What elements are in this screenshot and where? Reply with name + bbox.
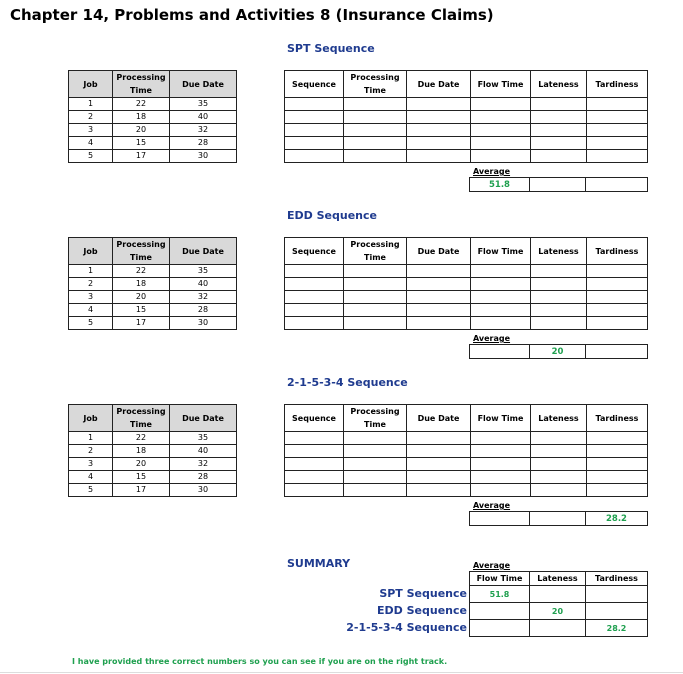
input-cell[interactable] [471, 304, 531, 317]
summary-cell[interactable]: 20 [530, 603, 586, 620]
input-cell[interactable] [407, 458, 471, 471]
header-due-date: Due Date [407, 238, 471, 265]
header-processing-time: Processing Time [113, 71, 170, 98]
input-cell[interactable] [285, 137, 344, 150]
input-cell[interactable] [285, 317, 344, 330]
header-due-date: Due Date [170, 71, 237, 98]
job-cell: 2 [69, 445, 113, 458]
hint-note: I have provided three correct numbers so you can see if you are on the right track. [72, 657, 448, 666]
header-flow-time: Flow Time [471, 71, 531, 98]
header-lateness: Lateness [531, 71, 587, 98]
input-cell[interactable] [471, 432, 531, 445]
input-cell[interactable] [587, 150, 648, 163]
input-cell[interactable] [407, 291, 471, 304]
input-cell[interactable] [587, 458, 648, 471]
due-date-cell: 30 [170, 150, 237, 163]
table-row [285, 111, 648, 124]
due-date-cell: 30 [170, 317, 237, 330]
job-cell: 4 [69, 471, 113, 484]
input-cell[interactable] [531, 471, 587, 484]
input-cell[interactable] [587, 445, 648, 458]
table-row [285, 484, 648, 497]
average-label: Average [473, 167, 511, 176]
table-row [69, 484, 237, 497]
input-cell[interactable] [531, 484, 587, 497]
processing-time-cell: 17 [113, 150, 170, 163]
input-cell[interactable] [285, 304, 344, 317]
input-cell[interactable] [344, 111, 407, 124]
processing-time-cell: 17 [113, 484, 170, 497]
input-cell[interactable] [587, 98, 648, 111]
processing-time-cell: 20 [113, 124, 170, 137]
section-title-custom: 2-1-5-3-4 Sequence [287, 376, 408, 389]
input-cell[interactable] [407, 317, 471, 330]
sequence-table-edd [284, 237, 648, 330]
header-processing-time: Processing Time [113, 405, 170, 432]
input-cell[interactable] [531, 98, 587, 111]
input-cell[interactable] [344, 278, 407, 291]
average-label: Average [473, 334, 511, 343]
input-cell[interactable] [285, 150, 344, 163]
input-cell[interactable] [531, 304, 587, 317]
header-processing-time: Processing Time [113, 238, 170, 265]
summary-cell[interactable] [530, 586, 586, 603]
input-cell[interactable] [344, 484, 407, 497]
input-cell[interactable] [587, 111, 648, 124]
summary-header-lateness: Lateness [530, 572, 586, 586]
input-cell[interactable] [344, 124, 407, 137]
due-date-cell: 40 [170, 278, 237, 291]
input-cell[interactable] [344, 458, 407, 471]
sequence-table-custom [284, 404, 648, 497]
summary-row [470, 603, 648, 620]
processing-time-cell: 18 [113, 445, 170, 458]
section-title-spt: SPT Sequence [287, 42, 375, 55]
summary-cell[interactable] [586, 603, 648, 620]
header-job: Job [69, 71, 113, 98]
job-cell: 3 [69, 291, 113, 304]
header-tardiness: Tardiness [587, 71, 648, 98]
job-cell: 1 [69, 98, 113, 111]
input-cell[interactable] [531, 291, 587, 304]
header-tardiness: Tardiness [587, 238, 648, 265]
input-cell[interactable] [531, 265, 587, 278]
due-date-cell: 28 [170, 304, 237, 317]
processing-time-cell: 20 [113, 458, 170, 471]
summary-cell[interactable] [530, 620, 586, 637]
header-job: Job [69, 238, 113, 265]
input-cell[interactable] [285, 484, 344, 497]
summary-header-flow: Flow Time [470, 572, 530, 586]
processing-time-cell: 22 [113, 432, 170, 445]
input-cell[interactable] [587, 265, 648, 278]
input-cell[interactable] [471, 291, 531, 304]
input-cell[interactable] [344, 304, 407, 317]
table-row [285, 124, 648, 137]
header-flow-time: Flow Time [471, 238, 531, 265]
input-cell[interactable] [344, 150, 407, 163]
input-cell[interactable] [407, 124, 471, 137]
average-label: Average [473, 501, 511, 510]
table-row [69, 124, 237, 137]
table-row [285, 150, 648, 163]
table-row [69, 265, 237, 278]
summary-cell[interactable] [470, 620, 530, 637]
input-cell[interactable] [471, 111, 531, 124]
table-row [285, 317, 648, 330]
input-cell[interactable] [285, 432, 344, 445]
input-cell[interactable] [407, 98, 471, 111]
header-processing-time: Processing Time [344, 238, 407, 265]
due-date-cell: 28 [170, 137, 237, 150]
input-cell[interactable] [471, 484, 531, 497]
input-cell[interactable] [407, 150, 471, 163]
input-cell[interactable] [531, 432, 587, 445]
header-job: Job [69, 405, 113, 432]
table-row [69, 432, 237, 445]
summary-average-label: Average [473, 561, 511, 570]
input-cell[interactable] [344, 137, 407, 150]
processing-time-cell: 15 [113, 471, 170, 484]
job-cell: 2 [69, 278, 113, 291]
summary-table [469, 571, 648, 637]
avg-lateness-cell[interactable] [530, 512, 586, 526]
input-cell[interactable] [344, 317, 407, 330]
processing-time-cell: 22 [113, 98, 170, 111]
input-cell[interactable] [471, 458, 531, 471]
processing-time-cell: 22 [113, 265, 170, 278]
input-cell[interactable] [285, 278, 344, 291]
input-cell[interactable] [531, 317, 587, 330]
due-date-cell: 40 [170, 445, 237, 458]
header-sequence: Sequence [285, 238, 344, 265]
summary-label-spt: SPT Sequence [379, 587, 467, 600]
processing-time-cell: 18 [113, 111, 170, 124]
table-row [285, 98, 648, 111]
header-lateness: Lateness [531, 238, 587, 265]
due-date-cell: 35 [170, 432, 237, 445]
processing-time-cell: 20 [113, 291, 170, 304]
input-cell[interactable] [285, 98, 344, 111]
due-date-cell: 35 [170, 265, 237, 278]
input-cell[interactable] [471, 317, 531, 330]
table-row [285, 432, 648, 445]
table-row [69, 98, 237, 111]
table-row [69, 150, 237, 163]
table-row [285, 291, 648, 304]
header-flow-time: Flow Time [471, 405, 531, 432]
table-row [285, 471, 648, 484]
input-cell[interactable] [344, 432, 407, 445]
input-cell[interactable] [407, 432, 471, 445]
header-sequence: Sequence [285, 405, 344, 432]
input-cell[interactable] [587, 137, 648, 150]
table-row [285, 278, 648, 291]
job-cell: 1 [69, 432, 113, 445]
summary-title: SUMMARY [287, 557, 351, 570]
job-cell: 1 [69, 265, 113, 278]
input-cell[interactable] [285, 265, 344, 278]
avg-tardiness-cell[interactable] [586, 178, 648, 192]
processing-time-cell: 15 [113, 304, 170, 317]
input-cell[interactable] [344, 265, 407, 278]
input-cell[interactable] [344, 291, 407, 304]
input-cell[interactable] [407, 445, 471, 458]
summary-label-edd: EDD Sequence [377, 604, 467, 617]
input-cell[interactable] [531, 278, 587, 291]
input-cell[interactable] [531, 124, 587, 137]
due-date-cell: 28 [170, 471, 237, 484]
header-sequence: Sequence [285, 71, 344, 98]
job-table-edd [68, 237, 237, 330]
input-cell[interactable] [471, 150, 531, 163]
input-cell[interactable] [531, 137, 587, 150]
table-row [69, 278, 237, 291]
header-due-date: Due Date [407, 405, 471, 432]
table-row [285, 445, 648, 458]
job-cell: 5 [69, 317, 113, 330]
input-cell[interactable] [407, 484, 471, 497]
summary-row [470, 586, 648, 603]
input-cell[interactable] [285, 111, 344, 124]
table-row [69, 137, 237, 150]
input-cell[interactable] [471, 137, 531, 150]
header-due-date: Due Date [407, 71, 471, 98]
header-lateness: Lateness [531, 405, 587, 432]
input-cell[interactable] [471, 265, 531, 278]
processing-time-cell: 17 [113, 317, 170, 330]
input-cell[interactable] [587, 124, 648, 137]
input-cell[interactable] [587, 291, 648, 304]
input-cell[interactable] [407, 265, 471, 278]
header-processing-time: Processing Time [344, 71, 407, 98]
input-cell[interactable] [344, 98, 407, 111]
table-row [69, 317, 237, 330]
input-cell[interactable] [285, 124, 344, 137]
header-processing-time: Processing Time [344, 405, 407, 432]
input-cell[interactable] [531, 458, 587, 471]
avg-lateness-cell[interactable] [530, 178, 586, 192]
processing-time-cell: 15 [113, 137, 170, 150]
input-cell[interactable] [471, 471, 531, 484]
job-cell: 5 [69, 150, 113, 163]
job-cell: 4 [69, 304, 113, 317]
table-row [69, 458, 237, 471]
input-cell[interactable] [407, 111, 471, 124]
average-row-spt [469, 177, 648, 192]
table-row [69, 291, 237, 304]
table-row [285, 458, 648, 471]
job-table-custom [68, 404, 237, 497]
summary-header-tardiness: Tardiness [586, 572, 648, 586]
avg-lateness-cell[interactable]: 20 [530, 345, 586, 359]
input-cell[interactable] [471, 124, 531, 137]
input-cell[interactable] [587, 484, 648, 497]
input-cell[interactable] [407, 137, 471, 150]
input-cell[interactable] [531, 111, 587, 124]
job-cell: 2 [69, 111, 113, 124]
job-cell: 3 [69, 458, 113, 471]
input-cell[interactable] [285, 445, 344, 458]
input-cell[interactable] [407, 471, 471, 484]
avg-flow-time-cell[interactable] [470, 512, 530, 526]
processing-time-cell: 18 [113, 278, 170, 291]
due-date-cell: 40 [170, 111, 237, 124]
due-date-cell: 32 [170, 458, 237, 471]
avg-flow-time-cell[interactable] [470, 345, 530, 359]
input-cell[interactable] [407, 278, 471, 291]
input-cell[interactable] [587, 471, 648, 484]
table-row [285, 304, 648, 317]
input-cell[interactable] [471, 98, 531, 111]
section-title-edd: EDD Sequence [287, 209, 377, 222]
input-cell[interactable] [285, 458, 344, 471]
summary-cell[interactable]: 51.8 [470, 586, 530, 603]
input-cell[interactable] [587, 317, 648, 330]
due-date-cell: 32 [170, 291, 237, 304]
summary-cell[interactable] [470, 603, 530, 620]
sequence-table-spt [284, 70, 648, 163]
average-row-edd [469, 344, 648, 359]
input-cell[interactable] [587, 304, 648, 317]
input-cell[interactable] [407, 304, 471, 317]
table-row [69, 111, 237, 124]
due-date-cell: 32 [170, 124, 237, 137]
due-date-cell: 35 [170, 98, 237, 111]
avg-tardiness-cell[interactable]: 28.2 [586, 512, 648, 526]
summary-row [470, 620, 648, 637]
summary-cell[interactable]: 28.2 [586, 620, 648, 637]
summary-cell[interactable] [586, 586, 648, 603]
input-cell[interactable] [471, 278, 531, 291]
input-cell[interactable] [587, 278, 648, 291]
header-due-date: Due Date [170, 405, 237, 432]
input-cell[interactable] [531, 445, 587, 458]
table-row [69, 471, 237, 484]
avg-tardiness-cell[interactable] [586, 345, 648, 359]
input-cell[interactable] [344, 445, 407, 458]
table-row [69, 304, 237, 317]
page-title: Chapter 14, Problems and Activities 8 (Insurance Claims) [10, 6, 494, 24]
table-row [285, 137, 648, 150]
table-row [69, 445, 237, 458]
due-date-cell: 30 [170, 484, 237, 497]
job-cell: 4 [69, 137, 113, 150]
input-cell[interactable] [285, 291, 344, 304]
input-cell[interactable] [285, 471, 344, 484]
input-cell[interactable] [531, 150, 587, 163]
divider [0, 672, 683, 673]
header-tardiness: Tardiness [587, 405, 648, 432]
job-cell: 5 [69, 484, 113, 497]
summary-label-custom: 2-1-5-3-4 Sequence [346, 621, 467, 634]
avg-flow-time-cell[interactable]: 51.8 [470, 178, 530, 192]
job-table-spt [68, 70, 237, 163]
header-due-date: Due Date [170, 238, 237, 265]
average-row-custom [469, 511, 648, 526]
input-cell[interactable] [471, 445, 531, 458]
table-row [285, 265, 648, 278]
input-cell[interactable] [587, 432, 648, 445]
input-cell[interactable] [344, 471, 407, 484]
job-cell: 3 [69, 124, 113, 137]
